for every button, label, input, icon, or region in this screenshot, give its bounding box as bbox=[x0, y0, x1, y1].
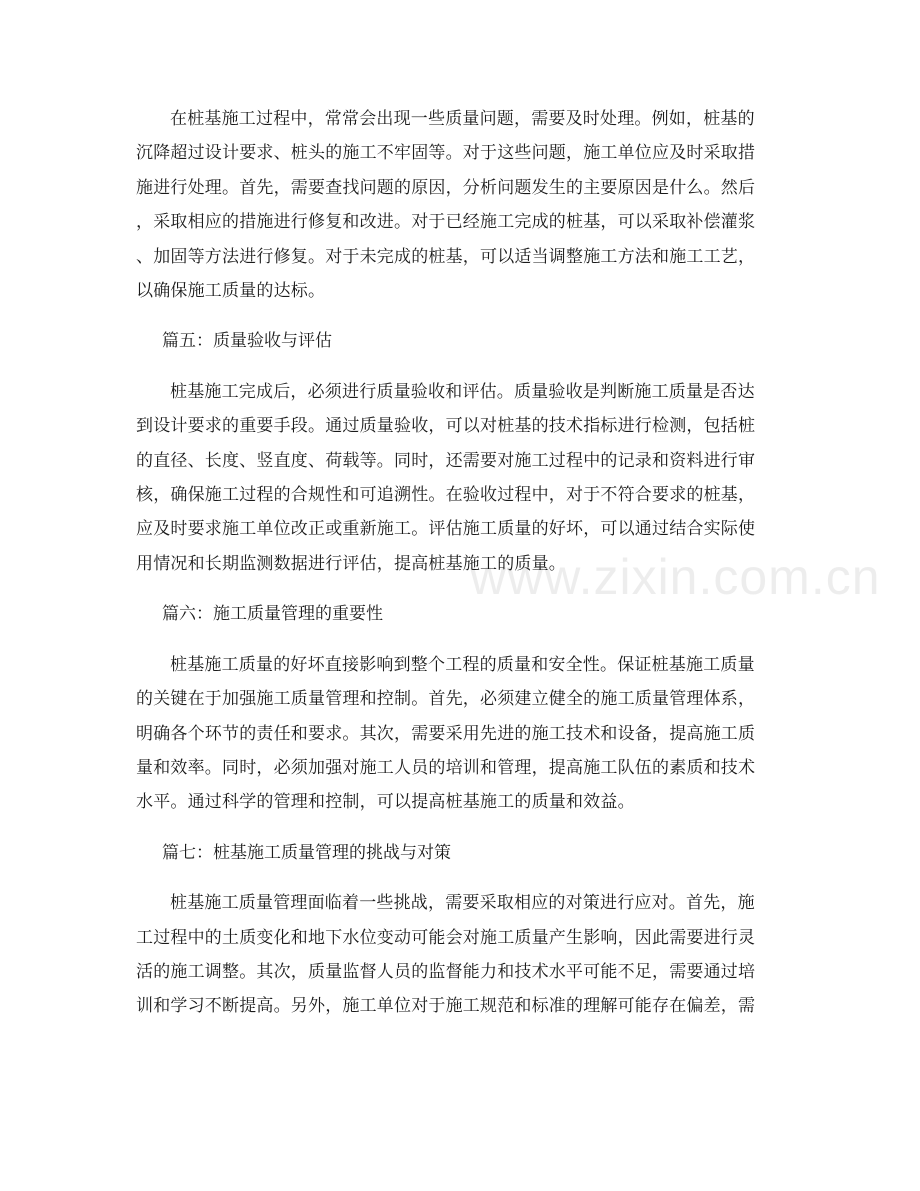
block-spacer bbox=[136, 308, 784, 324]
section-heading: 篇七：桩基施工质量管理的挑战与对策 bbox=[162, 842, 451, 863]
paragraph-line: 用情况和长期监测数据进行评估，提高桩基施工的质量。 bbox=[136, 553, 566, 574]
paragraph-line: 在桩基施工过程中，常常会出现一些质量问题，需要及时处理。例如，桩基的 bbox=[170, 109, 755, 129]
paragraph-line: 桩基施工质量管理面临着一些挑战，需要采取相应的对策进行应对。首先，施 bbox=[170, 893, 755, 914]
paragraph-line: 桩基施工完成后，必须进行质量验收和评估。质量验收是判断施工质量是否达 bbox=[170, 381, 755, 402]
paragraph-line: 水平。通过科学的管理和控制，可以提高桩基施工的质量和效益。 bbox=[136, 792, 635, 813]
block-spacer bbox=[136, 581, 784, 597]
paragraph-line: 、加固等方法进行修复。对于未完成的桩基，可以适当调整施工方法和施工工艺， bbox=[136, 246, 756, 267]
paragraph-line: 量和效率。同时，必须加强对施工人员的培训和管理，提高施工队伍的素质和技术 bbox=[136, 757, 756, 778]
watermark: www.zixin.com.cn bbox=[470, 549, 881, 605]
paragraph-line: 活的施工调整。其次，质量监督人员的监督能力和技术水平可能不足，需要通过培 bbox=[136, 961, 756, 982]
section-heading: 篇六：施工质量管理的重要性 bbox=[162, 604, 383, 625]
paragraph-line: 到设计要求的重要手段。通过质量验收，可以对桩基的技术指标进行检测，包括桩 bbox=[136, 416, 756, 437]
document-body bbox=[136, 102, 784, 1024]
section-heading: 篇五：质量验收与评估 bbox=[162, 331, 332, 352]
paragraph-line: ，采取相应的措施进行修复和改进。对于已经施工完成的桩基，可以采取补偿灌浆 bbox=[136, 212, 756, 233]
paragraph-line: 明确各个环节的责任和要求。其次，需要采用先进的施工技术和设备，提高施工质 bbox=[136, 723, 756, 744]
paragraph-line: 应及时要求施工单位改正或重新施工。评估施工质量的好坏，可以通过结合实际使 bbox=[136, 519, 756, 540]
paragraph-line: 的关键在于加强施工质量管理和控制。首先，必须建立健全的施工质量管理体系， bbox=[136, 689, 756, 710]
paragraph-line: 核，确保施工过程的合规性和可追溯性。在验收过程中，对于不符合要求的桩基， bbox=[136, 485, 756, 506]
paragraph-line: 施进行处理。首先，需要查找问题的原因，分析问题发生的主要原因是什么。然后 bbox=[136, 177, 756, 198]
paragraph bbox=[136, 375, 784, 581]
paragraph-line: 沉降超过设计要求、桩头的施工不牢固等。对于这些问题，施工单位应及时采取措 bbox=[136, 143, 756, 164]
paragraph-line: 训和学习不断提高。另外，施工单位对于施工规范和标准的理解可能存在偏差，需 bbox=[136, 996, 756, 1017]
paragraph-line: 桩基施工质量的好坏直接影响到整个工程的质量和安全性。保证桩基施工质量 bbox=[170, 654, 755, 675]
paragraph bbox=[136, 886, 784, 1024]
block-spacer bbox=[136, 820, 784, 836]
paragraph-line: 工过程中的土质变化和地下水位变动可能会对施工质量产生影响，因此需要进行灵 bbox=[136, 927, 756, 948]
paragraph bbox=[136, 648, 784, 820]
block-spacer bbox=[136, 632, 784, 648]
block-spacer bbox=[136, 870, 784, 886]
paragraph-line: 的直径、长度、竖直度、荷载等。同时，还需要对施工过程中的记录和资料进行审 bbox=[136, 450, 756, 471]
paragraph bbox=[136, 102, 784, 308]
block-spacer bbox=[136, 359, 784, 375]
paragraph-line: 以确保施工质量的达标。 bbox=[136, 281, 326, 302]
